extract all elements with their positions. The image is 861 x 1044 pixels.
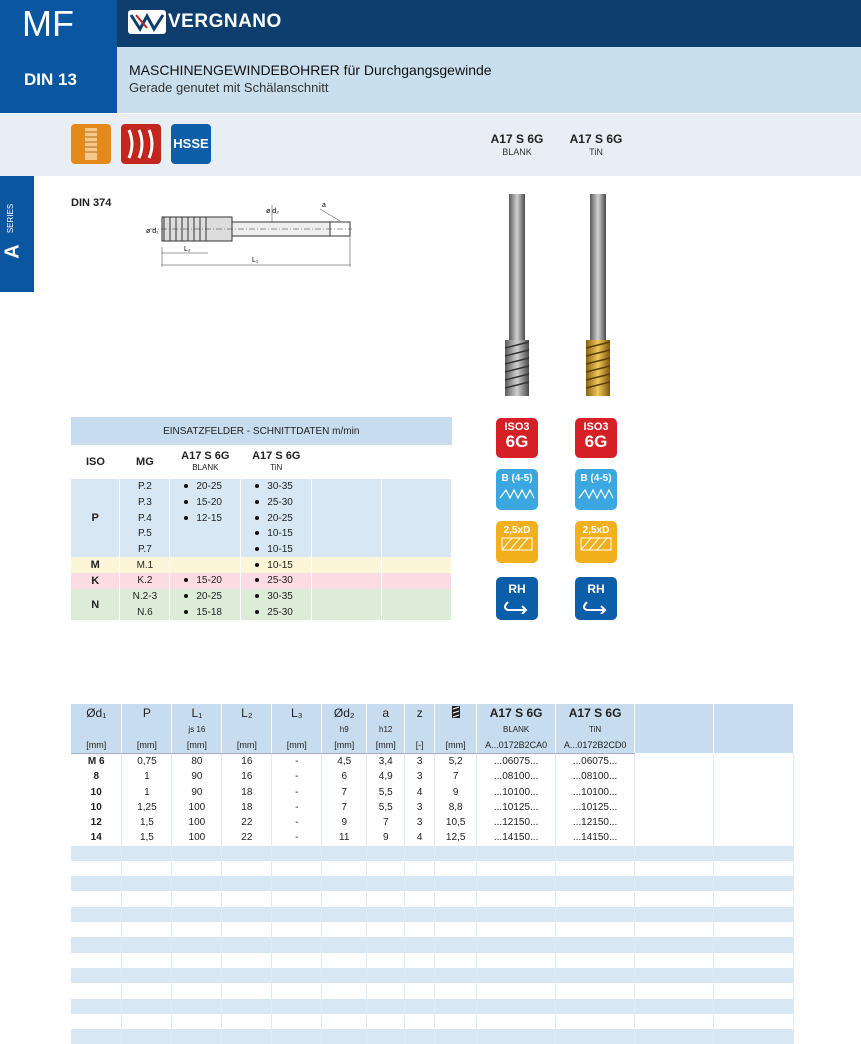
- table-cell: 100: [172, 830, 222, 845]
- units-cell: [mm]: [272, 737, 322, 753]
- tap-drawing: [140, 195, 355, 275]
- tap-tin-image: [578, 192, 618, 400]
- bullet-icon: [184, 578, 188, 582]
- table-cell: 90: [172, 784, 222, 799]
- bullet-icon: [255, 547, 259, 551]
- table-cell: 9: [367, 830, 405, 845]
- table-cell: 1: [122, 784, 172, 799]
- speed-cell-tin: 10-15: [241, 557, 312, 573]
- label-d2: ø d₂: [266, 208, 279, 215]
- label-l2: L₂: [184, 246, 191, 253]
- table-cell: ...10100...: [556, 784, 635, 799]
- headers-cell: Ød₂: [322, 704, 367, 722]
- mg-cell: P.3: [120, 495, 170, 511]
- table-cell: 5,5: [367, 800, 405, 815]
- cutting-row: [71, 589, 452, 605]
- subheaders-cell: BLANK: [477, 722, 556, 737]
- chamfer-icon: [575, 484, 617, 502]
- table-cell: ...12150...: [556, 815, 635, 830]
- subheaders-cell: h9: [322, 722, 367, 737]
- table-cell: M 6: [71, 753, 122, 769]
- units-cell: [mm]: [435, 737, 477, 753]
- table-row: [71, 999, 794, 1014]
- table-cell: 14: [71, 830, 122, 845]
- label-l1: L₁: [252, 257, 259, 264]
- headers-cell: L₁: [172, 704, 222, 722]
- headers-cell: L₂: [222, 704, 272, 722]
- table-cell: -: [272, 830, 322, 845]
- table-cell: 3: [405, 815, 435, 830]
- brand: [128, 8, 282, 36]
- table-row: [71, 1014, 794, 1029]
- right-hand-arrow-icon: [575, 596, 617, 614]
- table-cell: 80: [172, 753, 222, 769]
- subheaders-cell: h12: [367, 722, 405, 737]
- through-hole-icon: [71, 124, 111, 164]
- cutting-row: [71, 573, 452, 589]
- table-cell: 12: [71, 815, 122, 830]
- iso-group: P: [91, 512, 99, 525]
- cutting-title: EINSATZFELDER - SCHNITTDATEN m/min: [71, 417, 452, 445]
- series-tab[interactable]: [0, 176, 34, 292]
- iso-label: ISO3: [583, 421, 609, 433]
- iso-tolerance-badge: [575, 418, 617, 458]
- table-row: [71, 907, 794, 922]
- table-cell: 22: [222, 830, 272, 845]
- table-cell: 7: [322, 800, 367, 815]
- col-iso: ISO: [85, 456, 105, 468]
- speed-cell-tin: 30-35: [241, 479, 312, 495]
- speed-cell-blank: [170, 526, 241, 542]
- drawing-standard: DIN 374: [71, 197, 112, 209]
- speed-cell-blank: 20-25: [170, 479, 241, 495]
- table-cell: ...10125...: [556, 800, 635, 815]
- bullet-icon: [255, 484, 259, 488]
- direction-label: RH: [508, 582, 526, 596]
- speed-cell-tin: 25-30: [241, 573, 312, 589]
- headers-cell: P: [122, 704, 172, 722]
- speed-cell-tin: 30-35: [241, 589, 312, 605]
- table-row: [71, 800, 794, 815]
- headers-cell: a: [367, 704, 405, 722]
- subheaders-cell: js 16: [172, 722, 222, 737]
- bullet-icon: [255, 500, 259, 504]
- table-row: [71, 968, 794, 983]
- mg-cell: P.4: [120, 510, 170, 526]
- units-cell: [mm]: [322, 737, 367, 753]
- units-cell: A...0172B2CD0: [556, 737, 635, 753]
- table-row: [71, 753, 794, 769]
- table-cell: ...10125...: [477, 800, 556, 815]
- col-mg: MG: [136, 456, 154, 468]
- col-blank: A17 S 6G BLANK: [181, 450, 230, 472]
- table-cell: 22: [222, 815, 272, 830]
- right-hand-arrow-icon: [496, 596, 538, 614]
- table-row: [71, 876, 794, 891]
- speed-cell-tin: 20-25: [241, 510, 312, 526]
- depth-badge: [575, 521, 617, 563]
- subheaders-cell: [272, 722, 322, 737]
- mg-cell: P.7: [120, 542, 170, 558]
- subheaders-cell: [71, 722, 122, 737]
- bullet-icon: [255, 516, 259, 520]
- table-cell: -: [272, 753, 322, 769]
- table-cell: 1,5: [122, 815, 172, 830]
- iso-label: ISO3: [504, 421, 530, 433]
- table-row: [71, 891, 794, 906]
- table-cell: -: [272, 800, 322, 815]
- table-cell: ...08100...: [556, 769, 635, 784]
- material-badge: HSSE: [171, 124, 211, 164]
- mg-cell: P.2: [120, 479, 170, 495]
- units-cell: [mm]: [172, 737, 222, 753]
- table-cell: 16: [222, 753, 272, 769]
- headers-cell: z: [405, 704, 435, 722]
- table-row: [71, 769, 794, 784]
- rotation-badge: [575, 577, 617, 620]
- chamfer-form-badge: [496, 469, 538, 510]
- table-cell: ...12150...: [477, 815, 556, 830]
- table-cell: 1,5: [122, 830, 172, 845]
- table-cell: 4: [405, 784, 435, 799]
- units-cell: A...0172B2CA0: [477, 737, 556, 753]
- chamfer-form-badge: [575, 469, 617, 510]
- series-letter: A: [1, 244, 24, 259]
- depth-icon: [575, 536, 617, 552]
- headers-cell: A17 S 6G: [556, 704, 635, 722]
- mg-cell: N.6: [120, 605, 170, 621]
- bullet-icon: [184, 594, 188, 598]
- speed-cell-blank: 12-15: [170, 510, 241, 526]
- units-cell: [mm]: [222, 737, 272, 753]
- iso-group: N: [91, 598, 100, 611]
- table-cell: 5,5: [367, 784, 405, 799]
- table-cell: 18: [222, 784, 272, 799]
- table-cell: 16: [222, 769, 272, 784]
- col-tin: A17 S 6G TiN: [252, 450, 301, 472]
- table-row: [71, 830, 794, 845]
- table-cell: 7: [322, 784, 367, 799]
- rotation-badge: [496, 577, 538, 620]
- tap-blank-image: [497, 192, 537, 400]
- depth-label: 2,5xD: [503, 525, 531, 536]
- page-title: MASCHINENGEWINDEBOHRER für Durchgangsgewinde: [129, 62, 492, 78]
- units-cell: [-]: [405, 737, 435, 753]
- units-cell: [mm]: [71, 737, 122, 753]
- bullet-icon: [184, 500, 188, 504]
- chip-flow-icon: [121, 124, 161, 164]
- speed-cell-blank: [170, 542, 241, 558]
- table-cell: -: [272, 769, 322, 784]
- cutting-depth-icon: [435, 704, 477, 722]
- product-code-2: A17 S 6G: [569, 132, 623, 146]
- cutting-row: [71, 557, 452, 573]
- table-cell: 90: [172, 769, 222, 784]
- table-row: [71, 922, 794, 937]
- table-cell: 3: [405, 753, 435, 769]
- page-subtitle: Gerade genutet mit Schälanschnitt: [129, 80, 329, 95]
- iso-group: M: [90, 559, 100, 572]
- depth-icon: [496, 536, 538, 552]
- table-cell: 9: [322, 815, 367, 830]
- bullet-icon: [255, 531, 259, 535]
- subheaders-cell: [122, 722, 172, 737]
- units-cell: [mm]: [122, 737, 172, 753]
- table-cell: 5,2: [435, 753, 477, 769]
- depth-label: 2,5xD: [582, 525, 610, 536]
- table-cell: 10: [71, 784, 122, 799]
- table-cell: 8: [71, 769, 122, 784]
- cutting-row: [71, 495, 452, 511]
- label-d1: ø d₁: [146, 228, 159, 235]
- table-cell: 4: [405, 830, 435, 845]
- cutting-row: [71, 479, 452, 495]
- chamfer-label: B (4-5): [580, 473, 612, 484]
- label-a: a: [322, 202, 326, 209]
- mg-cell: K.2: [120, 573, 170, 589]
- subheaders-cell: TiN: [556, 722, 635, 737]
- table-cell: ...06075...: [477, 753, 556, 769]
- table-cell: 11: [322, 830, 367, 845]
- table-cell: 1,25: [122, 800, 172, 815]
- table-row: [71, 953, 794, 968]
- table-row: [71, 861, 794, 876]
- table-row: [71, 815, 794, 830]
- speed-cell-blank: [170, 557, 241, 573]
- standard-label: DIN 13: [0, 47, 117, 113]
- table-cell: 3: [405, 800, 435, 815]
- table-cell: 7: [367, 815, 405, 830]
- table-cell: 9: [435, 784, 477, 799]
- table-cell: 6: [322, 769, 367, 784]
- bullet-icon: [184, 610, 188, 614]
- units-cell: [mm]: [367, 737, 405, 753]
- iso-tolerance-badge: [496, 418, 538, 458]
- table-row: [71, 983, 794, 998]
- series-code: MF: [0, 0, 117, 47]
- speed-cell-blank: 15-18: [170, 605, 241, 621]
- speed-cell-tin: 10-15: [241, 542, 312, 558]
- table-cell: ...08100...: [477, 769, 556, 784]
- table-row: [71, 784, 794, 799]
- bullet-icon: [184, 516, 188, 520]
- brand-name: VERGNANO: [168, 11, 282, 32]
- chamfer-icon: [496, 484, 538, 502]
- chamfer-label: B (4-5): [501, 473, 533, 484]
- subheaders-cell: [435, 722, 477, 737]
- iso-group: K: [91, 574, 100, 587]
- table-cell: ...10100...: [477, 784, 556, 799]
- dimensions-table: [71, 704, 794, 1044]
- headers-cell: L₃: [272, 704, 322, 722]
- direction-label: RH: [587, 582, 605, 596]
- table-row: [71, 1029, 794, 1044]
- vergnano-logo-icon: [128, 10, 166, 34]
- cutting-row: [71, 526, 452, 542]
- table-cell: 8,8: [435, 800, 477, 815]
- speed-cell-blank: 20-25: [170, 589, 241, 605]
- mg-cell: M.1: [120, 557, 170, 573]
- cutting-data-table: [71, 417, 452, 620]
- table-row: [71, 846, 794, 861]
- product-coating-1: BLANK: [502, 147, 532, 157]
- cutting-row: [71, 510, 452, 526]
- cutting-row: [71, 605, 452, 621]
- table-cell: 3: [405, 769, 435, 784]
- table-cell: 10: [71, 800, 122, 815]
- speed-cell-tin: 10-15: [241, 526, 312, 542]
- depth-badge: [496, 521, 538, 563]
- cutting-row: [71, 542, 452, 558]
- speed-cell-blank: 15-20: [170, 495, 241, 511]
- subheaders-cell: [405, 722, 435, 737]
- table-cell: -: [272, 784, 322, 799]
- table-cell: ...06075...: [556, 753, 635, 769]
- table-cell: 100: [172, 800, 222, 815]
- product-code-1: A17 S 6G: [490, 132, 544, 146]
- table-cell: 1: [122, 769, 172, 784]
- series-label: SERIES: [6, 203, 16, 234]
- bullet-icon: [255, 578, 259, 582]
- headers-cell: A17 S 6G: [477, 704, 556, 722]
- table-cell: 4,9: [367, 769, 405, 784]
- table-row: [71, 937, 794, 952]
- table-cell: 12,5: [435, 830, 477, 845]
- table-cell: 0,75: [122, 753, 172, 769]
- mg-cell: N.2-3: [120, 589, 170, 605]
- tolerance-label: 6G: [584, 432, 608, 451]
- product-coating-2: TiN: [589, 147, 603, 157]
- table-cell: -: [272, 815, 322, 830]
- bullet-icon: [255, 610, 259, 614]
- mg-cell: P.5: [120, 526, 170, 542]
- table-cell: 4,5: [322, 753, 367, 769]
- bullet-icon: [255, 594, 259, 598]
- tolerance-label: 6G: [505, 432, 529, 451]
- bullet-icon: [184, 484, 188, 488]
- bullet-icon: [255, 563, 259, 567]
- table-cell: ...14150...: [556, 830, 635, 845]
- table-cell: 100: [172, 815, 222, 830]
- speed-cell-blank: 15-20: [170, 573, 241, 589]
- table-cell: ...14150...: [477, 830, 556, 845]
- table-cell: 3,4: [367, 753, 405, 769]
- table-cell: 7: [435, 769, 477, 784]
- speed-cell-tin: 25-30: [241, 605, 312, 621]
- table-cell: 10,5: [435, 815, 477, 830]
- headers-cell: Ød₁: [71, 704, 122, 722]
- speed-cell-tin: 25-30: [241, 495, 312, 511]
- subheaders-cell: [222, 722, 272, 737]
- table-cell: 18: [222, 800, 272, 815]
